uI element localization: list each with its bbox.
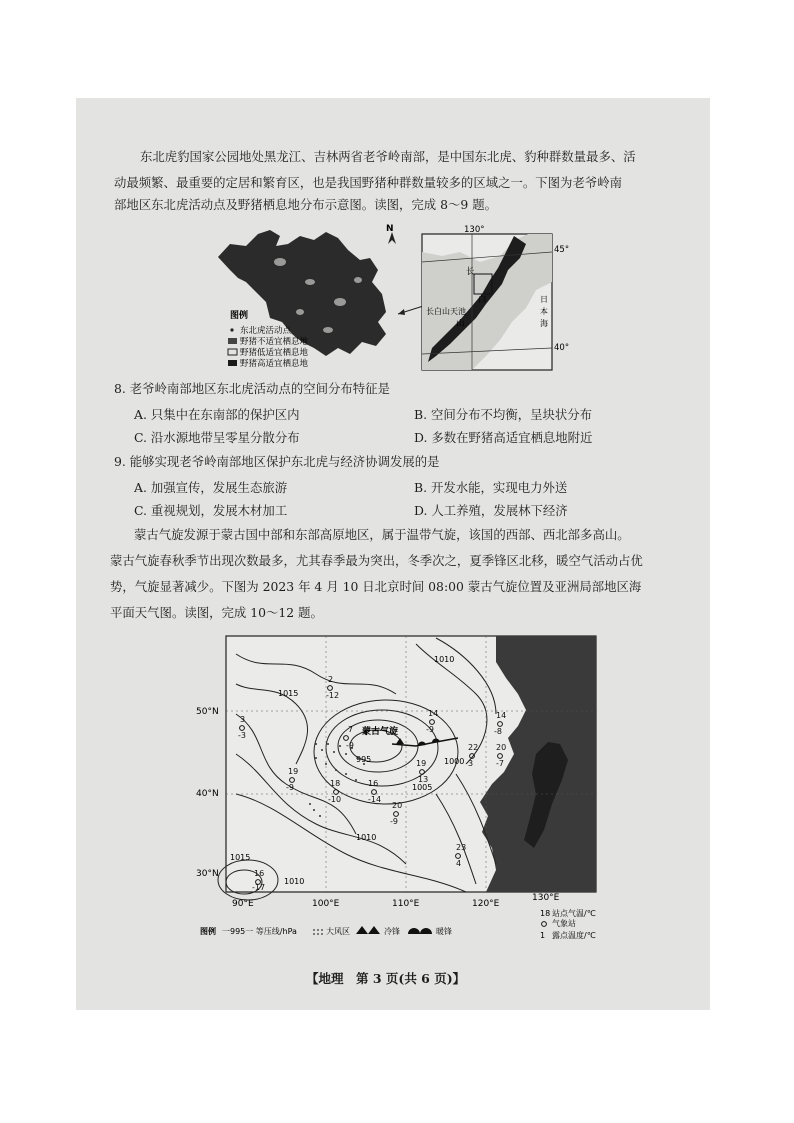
- q9-option-c: C. 重视规划，发展木材加工: [134, 503, 288, 518]
- legend2-cold: 冷锋: [384, 927, 400, 936]
- legend-high: 野猪高适宜栖息地: [240, 359, 309, 369]
- lon-120: 120°E: [472, 899, 500, 909]
- legend-unsuitable: 野猪不适宜栖息地: [240, 337, 309, 347]
- st11-d: 3: [468, 759, 474, 768]
- st5-t: 14: [496, 711, 507, 720]
- inset-label-chang: 长: [466, 267, 475, 277]
- st10-t: 20: [392, 801, 403, 810]
- q9-stem: 9. 能够实现老爷岭南部地区保护东北虎与经济协调发展的是: [114, 454, 440, 469]
- q8-option-d: D. 多数在野猪高适宜栖息地附近: [414, 430, 593, 445]
- intro-line-1: 东北虎豹国家公园地处黑龙江、吉林两省老爷岭南部，是中国东北虎、豹种群数量最多、活: [140, 149, 636, 164]
- cold-front-icon: [356, 926, 380, 934]
- page-footer: 【地理 第 3 页(共 6 页)】: [306, 971, 466, 986]
- st7-t: 18: [330, 779, 341, 788]
- st14-t: 16: [254, 869, 265, 878]
- legend2-wind: 大风区: [326, 927, 350, 936]
- legend2-prefix: 图例: [200, 927, 216, 936]
- st1-t: 2: [328, 675, 334, 684]
- lon-90: 90°E: [232, 899, 254, 909]
- legend-low: 野猪低适宜栖息地: [240, 348, 309, 358]
- st3-d: -9: [346, 741, 354, 750]
- st6-t: 19: [288, 767, 299, 776]
- lon-110: 110°E: [392, 899, 420, 909]
- intro-line-2: 动最频繁、最重要的定居和繁育区，也是我国野猪种群数量较多的区域之一。下图为老爷岭南: [114, 175, 623, 190]
- st9-d: 13: [418, 775, 429, 784]
- legend2-temp: 站点气温/℃: [552, 909, 596, 918]
- iso-995: 995: [356, 755, 372, 764]
- st4-t: 14: [428, 709, 439, 718]
- st10-d: -9: [390, 817, 398, 826]
- st5-d: -8: [494, 727, 502, 736]
- iso-1015: 1015: [278, 689, 299, 698]
- intro2-line-3: 势，气旋显著减少。下图为 2023 年 4 月 10 日北京时间 08:00 蒙古气旋位置及亚洲局部地区海: [110, 579, 642, 594]
- lon-100: 100°E: [312, 899, 340, 909]
- legend-tiger: 东北虎活动点: [240, 326, 292, 336]
- iso-1010-c: 1010: [284, 877, 305, 886]
- tiger-habitat-figure: [210, 222, 572, 374]
- inset-label-bai: 白: [478, 295, 487, 305]
- inset-label-hai: 海: [540, 319, 548, 328]
- q8-option-b: B. 空间分布不均衡，呈块状分布: [414, 407, 593, 422]
- inset-label-changbai: 长白山天池: [426, 307, 466, 316]
- cyclone-label: 蒙古气旋: [362, 727, 399, 737]
- legend2-t-sample: 18: [540, 909, 551, 918]
- lat-50: 50°N: [196, 707, 219, 717]
- intro2-line-1: 蒙古气旋发源于蒙古国中部和东部高原地区，属于温带气旋，该国的西部、西北部多高山。: [134, 527, 630, 542]
- q8-option-c: C. 沿水源地带呈零星分散分布: [134, 430, 300, 445]
- st14-d: -17: [252, 883, 266, 892]
- q8-option-a: A. 只集中在东南部的保护区内: [134, 407, 300, 422]
- st11-t: 22: [468, 743, 479, 752]
- intro2-line-2: 蒙古气旋春秋季节出现次数最多，尤其春季最为突出，冬季次之，夏季锋区北移，暖空气活动占优: [110, 553, 643, 568]
- lat-30: 30°N: [196, 869, 219, 879]
- st1-d: -12: [326, 691, 340, 700]
- location-inset-map: [422, 234, 552, 370]
- weather-map-figure: [196, 634, 616, 946]
- legend2-dew: 露点温度/℃: [552, 931, 596, 940]
- st8-t: 16: [368, 779, 379, 788]
- iso-1000: 1000: [444, 757, 465, 766]
- inset-label-ri: 日: [540, 295, 548, 304]
- inset-label-ben: 本: [540, 307, 548, 316]
- warm-front-icon: [408, 928, 432, 934]
- inset-label-shan: 山: [456, 319, 465, 329]
- legend2-d-sample: 1: [540, 931, 546, 940]
- iso-1005: 1005: [412, 783, 433, 792]
- st2-d: -3: [238, 731, 246, 740]
- st3-t: 7: [348, 725, 354, 734]
- q8-stem: 8. 老爷岭南部地区东北虎活动点的空间分布特征是: [114, 381, 390, 396]
- st9-t: 19: [416, 759, 427, 768]
- inset-lat-40: 40°: [554, 343, 570, 353]
- st2-t: 3: [240, 715, 246, 724]
- legend-title: 图例: [230, 311, 249, 321]
- intro2-line-4: 平面天气图。读图，完成 10～12 题。: [110, 605, 323, 620]
- iso-1010-b: 1010: [356, 833, 377, 842]
- legend2-station: 气象站: [552, 919, 576, 928]
- iso-1010-a: 1010: [434, 655, 455, 664]
- st12-d: -7: [496, 759, 504, 768]
- legend2-warm: 暖锋: [436, 927, 452, 936]
- lon-130: 130°E: [532, 893, 560, 903]
- st8-d: -14: [368, 795, 382, 804]
- q9-option-b: B. 开发水能，实现电力外送: [414, 480, 568, 495]
- legend2-isobar: 一995一 等压线/hPa: [222, 927, 297, 936]
- st6-d: -9: [286, 783, 294, 792]
- st7-d: -10: [328, 795, 342, 804]
- inset-lon: 130°: [464, 225, 485, 235]
- st13-d: 4: [456, 859, 462, 868]
- st12-t: 20: [496, 743, 507, 752]
- q9-option-d: D. 人工养殖，发展林下经济: [414, 503, 568, 518]
- north-label: N: [386, 224, 394, 234]
- st4-d: -9: [426, 725, 434, 734]
- iso-1015-b: 1015: [230, 853, 251, 862]
- intro-line-3: 部地区东北虎活动点及野猪栖息地分布示意图。读图，完成 8～9 题。: [114, 197, 497, 212]
- st13-t: 23: [456, 843, 467, 852]
- inset-lat-45: 45°: [554, 245, 570, 255]
- lat-40: 40°N: [196, 789, 219, 799]
- q9-option-a: A. 加强宣传，发展生态旅游: [134, 480, 288, 495]
